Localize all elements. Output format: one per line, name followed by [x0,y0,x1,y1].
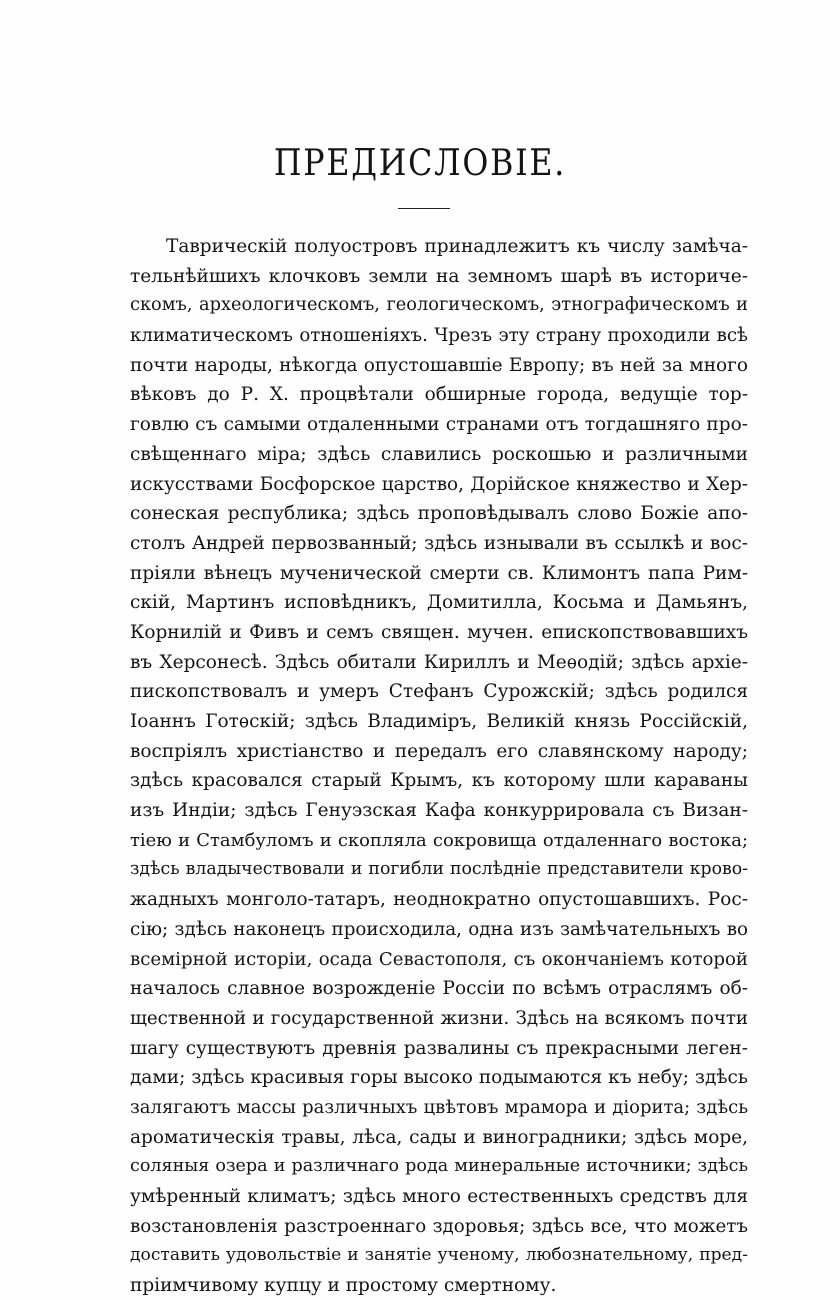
text-line: вѣковъ до Р. Х. процвѣтали обширные города, ведущіе тор- [130,384,748,406]
text-line: всемірной исторіи, осада Севастополя, съ окончаніемъ которой [130,948,748,970]
text-line: воспріялъ христіанство и передалъ его славянскому народу; [130,740,748,762]
text-line: сонеская республика; здѣсь проповѣдывалъ слово Божіе апо- [130,503,748,525]
text-line: тіею и Стамбуломъ и скопляла сокровища отдаленнаго востока; [130,829,748,851]
text-line: скомъ, археологическомъ, геологическомъ, этнографическомъ и [130,295,748,316]
text-line: ароматическія травы, лѣса, сады и виноградники; здѣсь море, [130,1126,748,1148]
text-line: климатическомъ отношеніяхъ. Чрезъ эту страну проходили всѣ [130,325,748,347]
text-line: дами; здѣсь красивыя горы высоко подымаются къ небу; здѣсь [130,1067,748,1089]
text-line: здѣсь владычествовали и погибли послѣдніе представители крово- [130,859,748,880]
text-line: пріяли вѣнецъ мученической смерти св. Климонтъ папа Рим- [130,562,748,584]
text-line: столъ Андрей первозванный; здѣсь изнывали въ ссылкѣ и вос- [130,532,748,554]
title-divider [398,208,450,209]
text-line: Таврическій полуостровъ принадлежитъ къ числу замѣча- [166,236,748,257]
text-line: возстановленія разстроеннаго здоровья; здѣсь все, что можетъ [130,1215,748,1237]
text-line: залягаютъ массы различныхъ цвѣтовъ мрамора и діорита; здѣсь [130,1096,748,1118]
text-line: доставить удовольствіе и занятіе ученому, любознательному, пред- [130,1245,748,1266]
page-title: ПРЕДИСЛОВІЕ. [273,143,567,184]
text-line: шагу существуютъ древнія развалины съ прекрасными леген- [130,1037,748,1059]
text-line: Іоаннъ Готѳскій; здѣсь Владиміръ, Великій князь Россійскій, [130,711,748,732]
text-line: искусствами Босфорское царство, Дорійское княжество и Хер- [130,473,748,495]
text-line: тельнѣйшихъ клочковъ земли на земномъ шарѣ въ историче- [130,265,748,287]
preface-paragraph [130,232,748,1301]
text-line: Корнилій и Фивъ и семъ священ. мучен. епископствовавшихъ [130,621,748,643]
text-line: пископствовалъ и умеръ Стефанъ Сурожскій; здѣсь родился [130,681,748,703]
text-line: говлю съ самыми отдаленными странами отъ тогдашняго про- [130,414,748,436]
text-line: скій, Мартинъ исповѣдникъ, Домитилла, Косьма и Дамьянъ, [130,592,748,614]
text-line: изъ Индіи; здѣсь Генуэзская Кафа конкуррировала съ Визан- [130,800,748,822]
text-line: жадныхъ монголо-татаръ, неоднократно опустошавшихъ. Рос- [130,889,748,911]
text-line: соляныя озера и различнаго рода минеральные источники; здѣсь [130,1156,748,1177]
text-line: пріимчивому купцу и простому смертному. [130,1275,557,1297]
text-line: почти народы, нѣкогда опустошавшіе Европу; въ ней за много [130,354,748,376]
text-line: въ Херсонесѣ. Здѣсь обитали Кириллъ и Меѳодій; здѣсь архіе- [130,651,748,673]
text-line: началось славное возрожденіе Россіи по всѣмъ отраслямъ об- [130,978,748,1000]
text-line: щественной и государственной жизни. Здѣсь на всякомъ почти [130,1007,748,1029]
text-line: здѣсь красовался старый Крымъ, къ которому шли караваны [130,770,748,792]
text-line: умѣренный климатъ; здѣсь много естественныхъ средствъ для [130,1186,748,1207]
text-line: свѣщеннаго міра; здѣсь славились роскошью и различными [130,443,748,465]
text-line: сію; здѣсь наконецъ происходила, одна изъ замѣчательныхъ во [130,918,748,940]
